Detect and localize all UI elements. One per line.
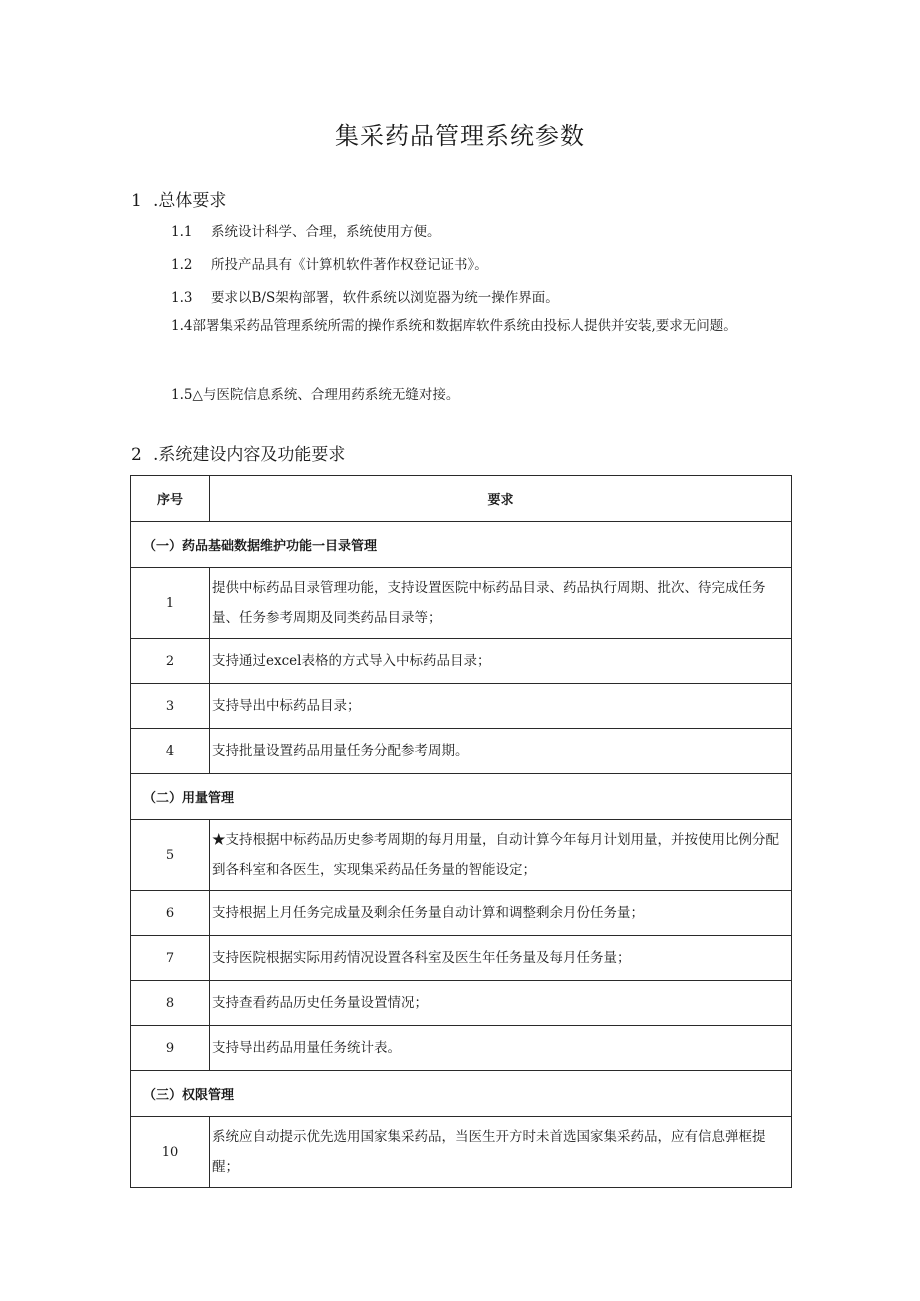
row-requirement: ★支持根据中标药品历史参考周期的每月用量，自动计算今年每月计划用量，并按使用比例分配到各科室和各医生，实现集采药品任务量的智能设定；: [210, 820, 792, 891]
table-row: [131, 981, 792, 1026]
group-header-row: [131, 1071, 792, 1117]
requirement-1-2: [171, 253, 488, 273]
group-header-row: [131, 522, 792, 568]
requirement-number: 1.2: [171, 257, 193, 273]
group-title: （一）药品基础数据维护功能一目录管理: [131, 522, 792, 568]
section-2-number: 2: [131, 445, 142, 465]
row-requirement: 支持通过excel表格的方式导入中标药品目录；: [210, 639, 792, 684]
table-row: [131, 891, 792, 936]
row-requirement: 支持根据上月任务完成量及剩余任务量自动计算和调整剩余月份任务量；: [210, 891, 792, 936]
requirement-1-3: [171, 286, 559, 306]
requirements-table: [130, 475, 792, 1188]
table-row: [131, 936, 792, 981]
row-number: 2: [131, 639, 210, 684]
row-requirement: 支持导出药品用量任务统计表。: [210, 1026, 792, 1071]
row-number: 6: [131, 891, 210, 936]
requirement-number: 1.1: [171, 224, 193, 240]
group-header-row: [131, 774, 792, 820]
table-row: [131, 1117, 792, 1188]
row-number: 8: [131, 981, 210, 1026]
requirement-1-4: 1.4部署集采药品管理系统所需的操作系统和数据库软件系统由投标人提供并安装,要求无问题。: [171, 318, 737, 334]
column-header-no: 序号: [131, 476, 210, 522]
row-number: 7: [131, 936, 210, 981]
row-requirement: 支持查看药品历史任务量设置情况；: [210, 981, 792, 1026]
section-2-heading: [131, 440, 345, 465]
requirement-text: 所投产品具有《计算机软件著作权登记证书》。: [211, 257, 488, 273]
row-requirement: 支持导出中标药品目录；: [210, 684, 792, 729]
row-number: 5: [131, 820, 210, 891]
table-row: [131, 820, 792, 891]
section-1-number: 1: [131, 191, 142, 211]
row-requirement: 支持批量设置药品用量任务分配参考周期。: [210, 729, 792, 774]
requirement-text: 要求以B/S架构部署，软件系统以浏览器为统一操作界面。: [211, 290, 559, 306]
row-number: 10: [131, 1117, 210, 1188]
requirement-1-1: [171, 220, 441, 240]
table-header-row: [131, 476, 792, 522]
row-requirement: 系统应自动提示优先选用国家集采药品，当医生开方时未首选国家集采药品，应有信息弹框提醒；: [210, 1117, 792, 1188]
table-row: [131, 639, 792, 684]
requirement-number: 1.3: [171, 290, 193, 306]
section-2-title: .系统建设内容及功能要求: [153, 445, 346, 465]
table-row: [131, 684, 792, 729]
table-row: [131, 568, 792, 639]
section-1-title: .总体要求: [153, 191, 227, 211]
table-row: [131, 729, 792, 774]
row-requirement: 提供中标药品目录管理功能，支持设置医院中标药品目录、药品执行周期、批次、待完成任务量、任务参考周期及同类药品目录等；: [210, 568, 792, 639]
section-1-heading: [131, 186, 226, 211]
table-row: [131, 1026, 792, 1071]
row-number: 1: [131, 568, 210, 639]
row-number: 9: [131, 1026, 210, 1071]
row-number: 4: [131, 729, 210, 774]
row-number: 3: [131, 684, 210, 729]
column-header-requirement: 要求: [210, 476, 792, 522]
group-title: （三）权限管理: [131, 1071, 792, 1117]
requirement-text: 系统设计科学、合理，系统使用方便。: [211, 224, 441, 240]
row-requirement: 支持医院根据实际用药情况设置各科室及医生年任务量及每月任务量；: [210, 936, 792, 981]
group-title: （二）用量管理: [131, 774, 792, 820]
document-title: 集采药品管理系统参数: [335, 122, 585, 150]
requirement-1-5: 1.5△与医院信息系统、合理用药系统无缝对接。: [171, 387, 460, 403]
